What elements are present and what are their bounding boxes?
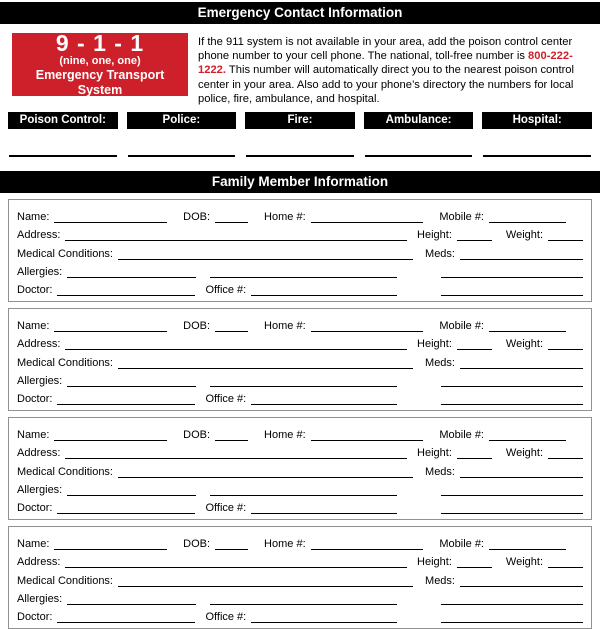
dob-label: DOB: bbox=[183, 538, 211, 551]
instructions-text-after: This number will automatically direct you to the nearest poison control center in your area. Also add to your phone’s directory the numbers for local police, fire, ambulance, and hospital. bbox=[198, 64, 575, 105]
address-write-in-line bbox=[65, 237, 407, 241]
member-row-address bbox=[17, 332, 583, 350]
member-row-doctor bbox=[17, 387, 583, 405]
mobile-phone-label: Mobile #: bbox=[439, 211, 484, 224]
weight-write-in-line bbox=[548, 237, 583, 241]
medical-conditions-write-in-line bbox=[118, 583, 413, 587]
weight-label: Weight: bbox=[505, 229, 543, 242]
address-label: Address: bbox=[17, 229, 61, 242]
police-label: Police: bbox=[127, 112, 237, 129]
meds-continuation-line-1 bbox=[441, 383, 583, 387]
family-member-card bbox=[8, 308, 592, 411]
address-label: Address: bbox=[17, 556, 61, 569]
911-panel bbox=[12, 29, 188, 97]
office-phone-write-in-line bbox=[251, 510, 397, 514]
member-row-medical bbox=[17, 241, 583, 259]
office-phone-label: Office #: bbox=[205, 501, 247, 514]
weight-write-in-line bbox=[548, 346, 583, 350]
dob-label: DOB: bbox=[183, 429, 211, 442]
meds-continuation-line-2 bbox=[441, 510, 583, 514]
family-header-title: Family Member Information bbox=[211, 174, 389, 189]
poison-control-phone-number: 800-222-1222. bbox=[198, 50, 573, 77]
meds-write-in-line bbox=[460, 256, 583, 260]
meds-continuation-line-1 bbox=[441, 274, 583, 278]
member-row-medical bbox=[17, 350, 583, 368]
meds-label: Meds: bbox=[425, 356, 455, 369]
mobile-phone-label: Mobile #: bbox=[439, 538, 484, 551]
office-phone-write-in-line bbox=[251, 401, 397, 405]
dob-write-in-line bbox=[215, 328, 248, 332]
meds-label: Meds: bbox=[425, 574, 455, 587]
contact-field-poison-control bbox=[8, 112, 118, 157]
member-row-name bbox=[17, 532, 583, 550]
medical-conditions-label: Medical Conditions: bbox=[17, 465, 113, 478]
office-phone-label: Office #: bbox=[205, 283, 247, 296]
member-row-address bbox=[17, 441, 583, 459]
member-row-medical bbox=[17, 459, 583, 477]
name-write-in-line bbox=[54, 219, 167, 223]
allergies-continuation-line bbox=[210, 492, 397, 496]
emergency-contacts-row bbox=[0, 112, 600, 157]
member-row-allergies bbox=[17, 587, 583, 605]
name-write-in-line bbox=[54, 546, 167, 550]
member-row-allergies bbox=[17, 369, 583, 387]
doctor-write-in-line bbox=[57, 510, 195, 514]
mobile-phone-label: Mobile #: bbox=[439, 429, 484, 442]
weight-write-in-line bbox=[548, 455, 583, 459]
dob-write-in-line bbox=[215, 437, 248, 441]
member-row-address bbox=[17, 550, 583, 568]
dob-label: DOB: bbox=[183, 211, 211, 224]
hospital-label: Hospital: bbox=[482, 112, 592, 129]
allergies-label: Allergies: bbox=[17, 265, 63, 278]
home-phone-label: Home #: bbox=[264, 211, 306, 224]
address-write-in-line bbox=[65, 346, 407, 350]
allergies-continuation-line bbox=[210, 601, 397, 605]
contact-field-fire bbox=[245, 112, 355, 157]
address-write-in-line bbox=[65, 564, 407, 568]
doctor-write-in-line bbox=[57, 401, 195, 405]
medical-conditions-label: Medical Conditions: bbox=[17, 247, 113, 260]
meds-write-in-line bbox=[460, 474, 583, 478]
weight-label: Weight: bbox=[505, 556, 543, 569]
allergies-continuation-line bbox=[210, 383, 397, 387]
meds-continuation-line-2 bbox=[441, 401, 583, 405]
meds-label: Meds: bbox=[425, 247, 455, 260]
name-write-in-line bbox=[54, 328, 167, 332]
emergency-header-title: Emergency Contact Information bbox=[197, 5, 403, 20]
poison-control-label: Poison Control: bbox=[8, 112, 118, 129]
mobile-phone-write-in-line bbox=[489, 437, 566, 441]
height-write-in-line bbox=[457, 237, 492, 241]
medical-conditions-label: Medical Conditions: bbox=[17, 356, 113, 369]
home-phone-label: Home #: bbox=[264, 538, 306, 551]
police-write-in-line bbox=[128, 155, 236, 157]
family-member-card bbox=[8, 417, 592, 520]
dob-write-in-line bbox=[215, 546, 248, 550]
911-number: 9 - 1 - 1 bbox=[55, 29, 145, 56]
allergies-write-in-line bbox=[67, 274, 196, 278]
name-label: Name: bbox=[17, 538, 50, 551]
poison-control-instructions bbox=[198, 33, 587, 104]
medical-conditions-label: Medical Conditions: bbox=[17, 574, 113, 587]
doctor-write-in-line bbox=[57, 619, 195, 623]
home-phone-label: Home #: bbox=[264, 429, 306, 442]
meds-write-in-line bbox=[460, 583, 583, 587]
height-label: Height: bbox=[417, 229, 452, 242]
office-phone-label: Office #: bbox=[205, 610, 247, 623]
medical-conditions-write-in-line bbox=[118, 365, 413, 369]
member-row-doctor bbox=[17, 278, 583, 296]
poison-control-write-in-line bbox=[9, 155, 117, 157]
fire-write-in-line bbox=[246, 155, 354, 157]
address-label: Address: bbox=[17, 338, 61, 351]
meds-write-in-line bbox=[460, 365, 583, 369]
height-write-in-line bbox=[457, 346, 492, 350]
section-header-emergency bbox=[0, 2, 600, 24]
family-member-card bbox=[8, 199, 592, 302]
doctor-label: Doctor: bbox=[17, 501, 53, 514]
member-row-name bbox=[17, 314, 583, 332]
member-row-name bbox=[17, 205, 583, 223]
meds-continuation-line-2 bbox=[441, 619, 583, 623]
height-label: Height: bbox=[417, 338, 452, 351]
office-phone-write-in-line bbox=[251, 619, 397, 623]
member-row-name bbox=[17, 423, 583, 441]
allergies-continuation-line bbox=[210, 274, 397, 278]
height-label: Height: bbox=[417, 556, 452, 569]
mobile-phone-write-in-line bbox=[489, 328, 566, 332]
office-phone-label: Office #: bbox=[205, 392, 247, 405]
height-write-in-line bbox=[457, 564, 492, 568]
fire-label: Fire: bbox=[245, 112, 355, 129]
meds-continuation-line-1 bbox=[441, 601, 583, 605]
weight-label: Weight: bbox=[505, 447, 543, 460]
member-row-allergies bbox=[17, 478, 583, 496]
allergies-write-in-line bbox=[67, 601, 196, 605]
home-phone-write-in-line bbox=[311, 437, 424, 441]
name-label: Name: bbox=[17, 429, 50, 442]
hospital-write-in-line bbox=[483, 155, 591, 157]
contact-field-hospital bbox=[482, 112, 592, 157]
allergies-label: Allergies: bbox=[17, 592, 63, 605]
weight-write-in-line bbox=[548, 564, 583, 568]
meds-label: Meds: bbox=[425, 465, 455, 478]
doctor-write-in-line bbox=[57, 292, 195, 296]
doctor-label: Doctor: bbox=[17, 610, 53, 623]
intro-section bbox=[0, 24, 600, 104]
home-phone-label: Home #: bbox=[264, 320, 306, 333]
home-phone-write-in-line bbox=[311, 546, 424, 550]
section-header-family bbox=[0, 171, 600, 193]
member-row-doctor bbox=[17, 605, 583, 623]
office-phone-write-in-line bbox=[251, 292, 397, 296]
doctor-label: Doctor: bbox=[17, 283, 53, 296]
911-pronunciation: (nine, one, one) bbox=[59, 54, 141, 67]
address-write-in-line bbox=[65, 455, 407, 459]
instructions-text-before: If the 911 system is not available in your area, add the poison control center phone number to your cell phone. The national, toll-free number is bbox=[198, 36, 573, 63]
address-label: Address: bbox=[17, 447, 61, 460]
medical-conditions-write-in-line bbox=[118, 256, 413, 260]
name-label: Name: bbox=[17, 320, 50, 333]
meds-continuation-line-1 bbox=[441, 492, 583, 496]
allergies-write-in-line bbox=[67, 492, 196, 496]
home-phone-write-in-line bbox=[311, 328, 424, 332]
name-write-in-line bbox=[54, 437, 167, 441]
name-label: Name: bbox=[17, 211, 50, 224]
family-member-list bbox=[0, 193, 600, 629]
meds-continuation-line-2 bbox=[441, 292, 583, 296]
mobile-phone-write-in-line bbox=[489, 219, 566, 223]
contact-field-ambulance bbox=[364, 112, 474, 157]
height-label: Height: bbox=[417, 447, 452, 460]
allergies-label: Allergies: bbox=[17, 483, 63, 496]
weight-label: Weight: bbox=[505, 338, 543, 351]
ambulance-write-in-line bbox=[365, 155, 473, 157]
mobile-phone-label: Mobile #: bbox=[439, 320, 484, 333]
dob-label: DOB: bbox=[183, 320, 211, 333]
ambulance-label: Ambulance: bbox=[364, 112, 474, 129]
contact-field-police bbox=[127, 112, 237, 157]
medical-conditions-write-in-line bbox=[118, 474, 413, 478]
family-member-card bbox=[8, 526, 592, 629]
doctor-label: Doctor: bbox=[17, 392, 53, 405]
member-row-address bbox=[17, 223, 583, 241]
allergies-write-in-line bbox=[67, 383, 196, 387]
member-row-medical bbox=[17, 568, 583, 586]
dob-write-in-line bbox=[215, 219, 248, 223]
member-row-allergies bbox=[17, 260, 583, 278]
allergies-label: Allergies: bbox=[17, 374, 63, 387]
height-write-in-line bbox=[457, 455, 492, 459]
member-row-doctor bbox=[17, 496, 583, 514]
911-subtitle: Emergency Transport System bbox=[35, 67, 165, 97]
home-phone-write-in-line bbox=[311, 219, 424, 223]
mobile-phone-write-in-line bbox=[489, 546, 566, 550]
